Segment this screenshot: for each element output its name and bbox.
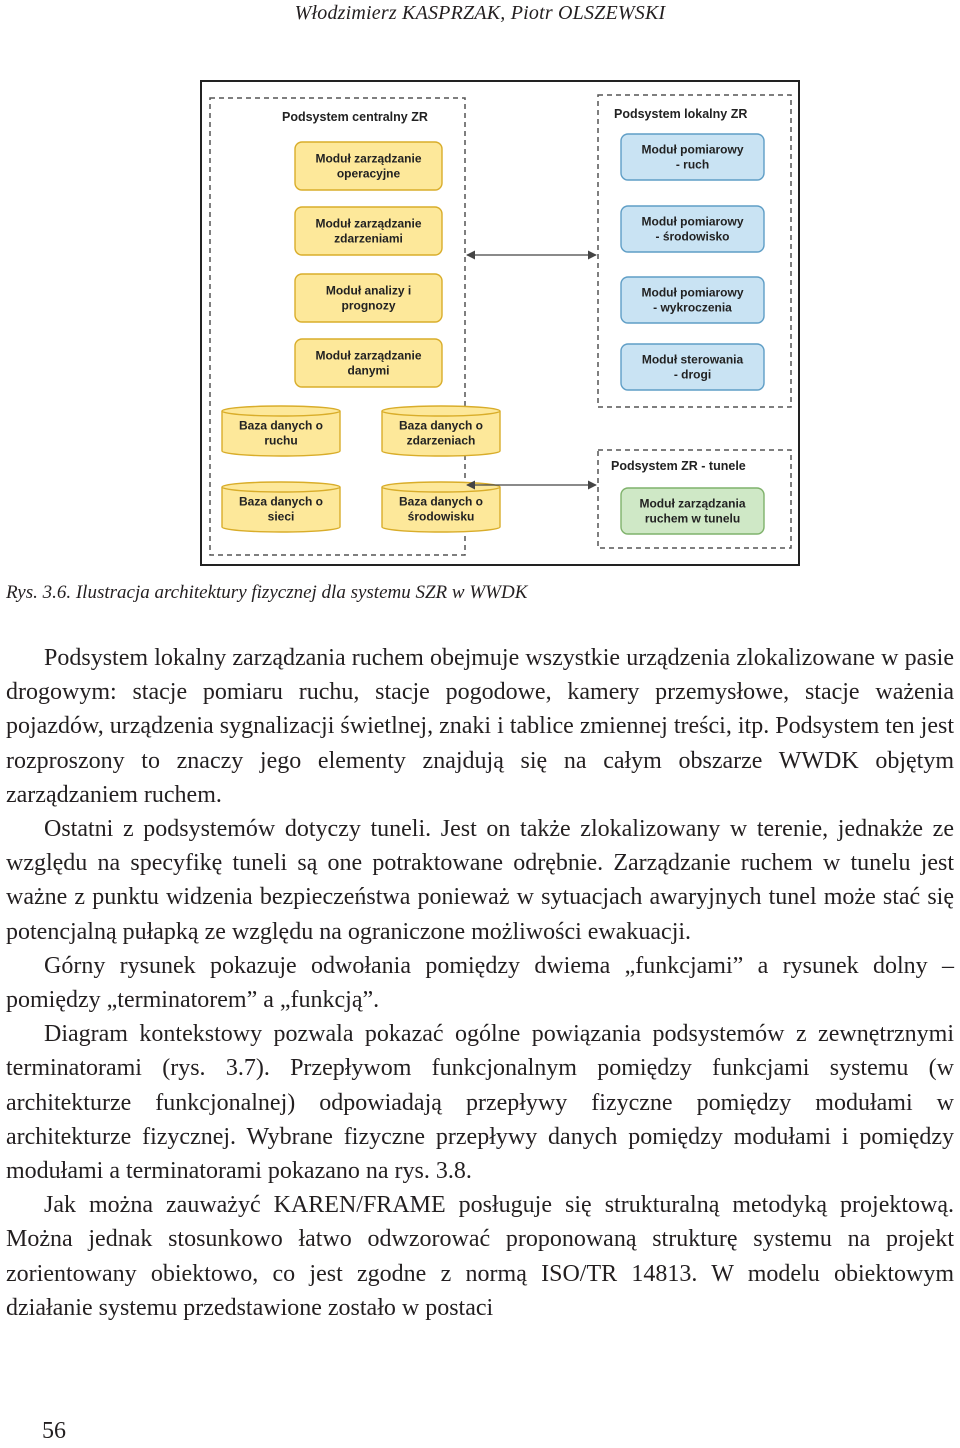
architecture-figure — [200, 80, 800, 566]
local-module-box-label: - środowisko — [655, 229, 730, 244]
local-module-box-label: Moduł pomiarowy — [641, 285, 744, 300]
database-cylinder-label: Baza danych o — [398, 494, 484, 509]
central-module-box-label: danymi — [347, 363, 390, 378]
central-module-box-label: operacyjne — [336, 166, 401, 181]
database-cylinder-top — [382, 406, 500, 416]
local-module-box-label: Moduł pomiarowy — [641, 142, 744, 157]
page-number: 56 — [42, 1418, 66, 1444]
local-module-box-label: - drogi — [673, 367, 712, 382]
paragraph: Górny rysunek pokazuje odwołania pomiędzy dwiema „funkcjami” a rysunek dolny – pomiędzy „terminatorem” a „funkcją”. — [6, 952, 954, 1014]
database-cylinder-label: sieci — [267, 509, 295, 524]
body-text — [6, 641, 954, 1325]
central-module-box-label: Moduł zarządzanie — [315, 216, 422, 231]
paragraph: Diagram kontekstowy pozwala pokazać ogólne powiązania podsystemów z zewnętrznymi terminatorami (rys. 3.7). Przepływom funkcjonalnym pomiędzy funkcjami systemu (w architekturze funkcjonalnej) odpowiadają przepływy fizyczne pomiędzy modułami w architekturze fizycznej. Wybrane fizyczne przepływy danych pomiędzy modułami i pomiędzy modułami a terminatorami pokazano na rys. 3.8. — [6, 1021, 954, 1185]
running-head: Włodzimierz KASPRZAK, Piotr OLSZEWSKI — [294, 2, 666, 24]
central-module-box-label: zdarzeniami — [334, 231, 403, 246]
database-cylinder-top — [382, 482, 500, 492]
central-module-box-label: prognozy — [341, 298, 396, 313]
database-cylinder-label: Baza danych o — [238, 418, 324, 433]
tunnel-module-box-label: Moduł zarządzania — [639, 496, 746, 511]
database-cylinder-top — [222, 482, 340, 492]
tunnel-module-box-label: ruchem w tunelu — [644, 511, 741, 526]
tunnel-subsystem-title: Podsystem ZR - tunele — [611, 459, 746, 473]
database-cylinder-label: środowisku — [407, 509, 475, 524]
paragraph: Podsystem lokalny zarządzania ruchem obejmuje wszystkie urządzenia zlokalizowane w pasie drogowym: stacje pomiaru ruchu, stacje pogodowe, kamery przemysłowe, stacje ważenia pojazdów, urządzenia sygnalizacji świetlnej, znaki i tablice zmiennej treści, itp. Podsystem ten jest rozproszony to znaczy jego elementy znajdują się na całym obszarze WWDK objętym zarządzaniem ruchem. — [6, 645, 954, 808]
local-module-box-label: Moduł pomiarowy — [641, 214, 744, 229]
local-subsystem-title: Podsystem lokalny ZR — [614, 107, 748, 121]
central-module-box-label: Moduł analizy i — [325, 283, 412, 298]
database-cylinder-label: ruchu — [264, 433, 298, 448]
central-module-box-label: Moduł zarządzanie — [315, 151, 422, 166]
local-module-box-label: Moduł sterowania — [641, 352, 744, 367]
local-module-box-label: - ruch — [675, 157, 710, 172]
database-cylinder-label: Baza danych o — [238, 494, 324, 509]
figure-caption: Rys. 3.6. Ilustracja architektury fizycznej dla systemu SZR w WWDK — [6, 582, 528, 603]
central-subsystem-title: Podsystem centralny ZR — [282, 110, 428, 124]
database-cylinder-label: Baza danych o — [398, 418, 484, 433]
database-cylinder-label: zdarzeniach — [406, 433, 476, 448]
paragraph: Jak można zauważyć KAREN/FRAME posługuje się strukturalną metodyką projektową. Można jednak stosunkowo łatwo odwzorować proponowaną strukturę systemu na projekt zorientowany obiektowo, co jest zgodne z normą ISO/TR 14813. W modelu obiektowym działanie systemu przedstawione zostało w postaci — [6, 1192, 954, 1321]
central-module-box-label: Moduł zarządzanie — [315, 348, 422, 363]
paragraph: Ostatni z podsystemów dotyczy tuneli. Jest on także zlokalizowany w terenie, jednakże ze względu na specyfikę tuneli są one potraktowane odrębnie. Zarządzanie ruchem w tunelu jest ważne z punktu widzenia bezpieczeństwa ponieważ w sytuacjach awaryjnych tunel może stać się potencjalną pułapką ze względu na ograniczone możliwości ewakuacji. — [6, 816, 954, 945]
local-module-box-label: - wykroczenia — [653, 300, 732, 315]
database-cylinder-top — [222, 406, 340, 416]
